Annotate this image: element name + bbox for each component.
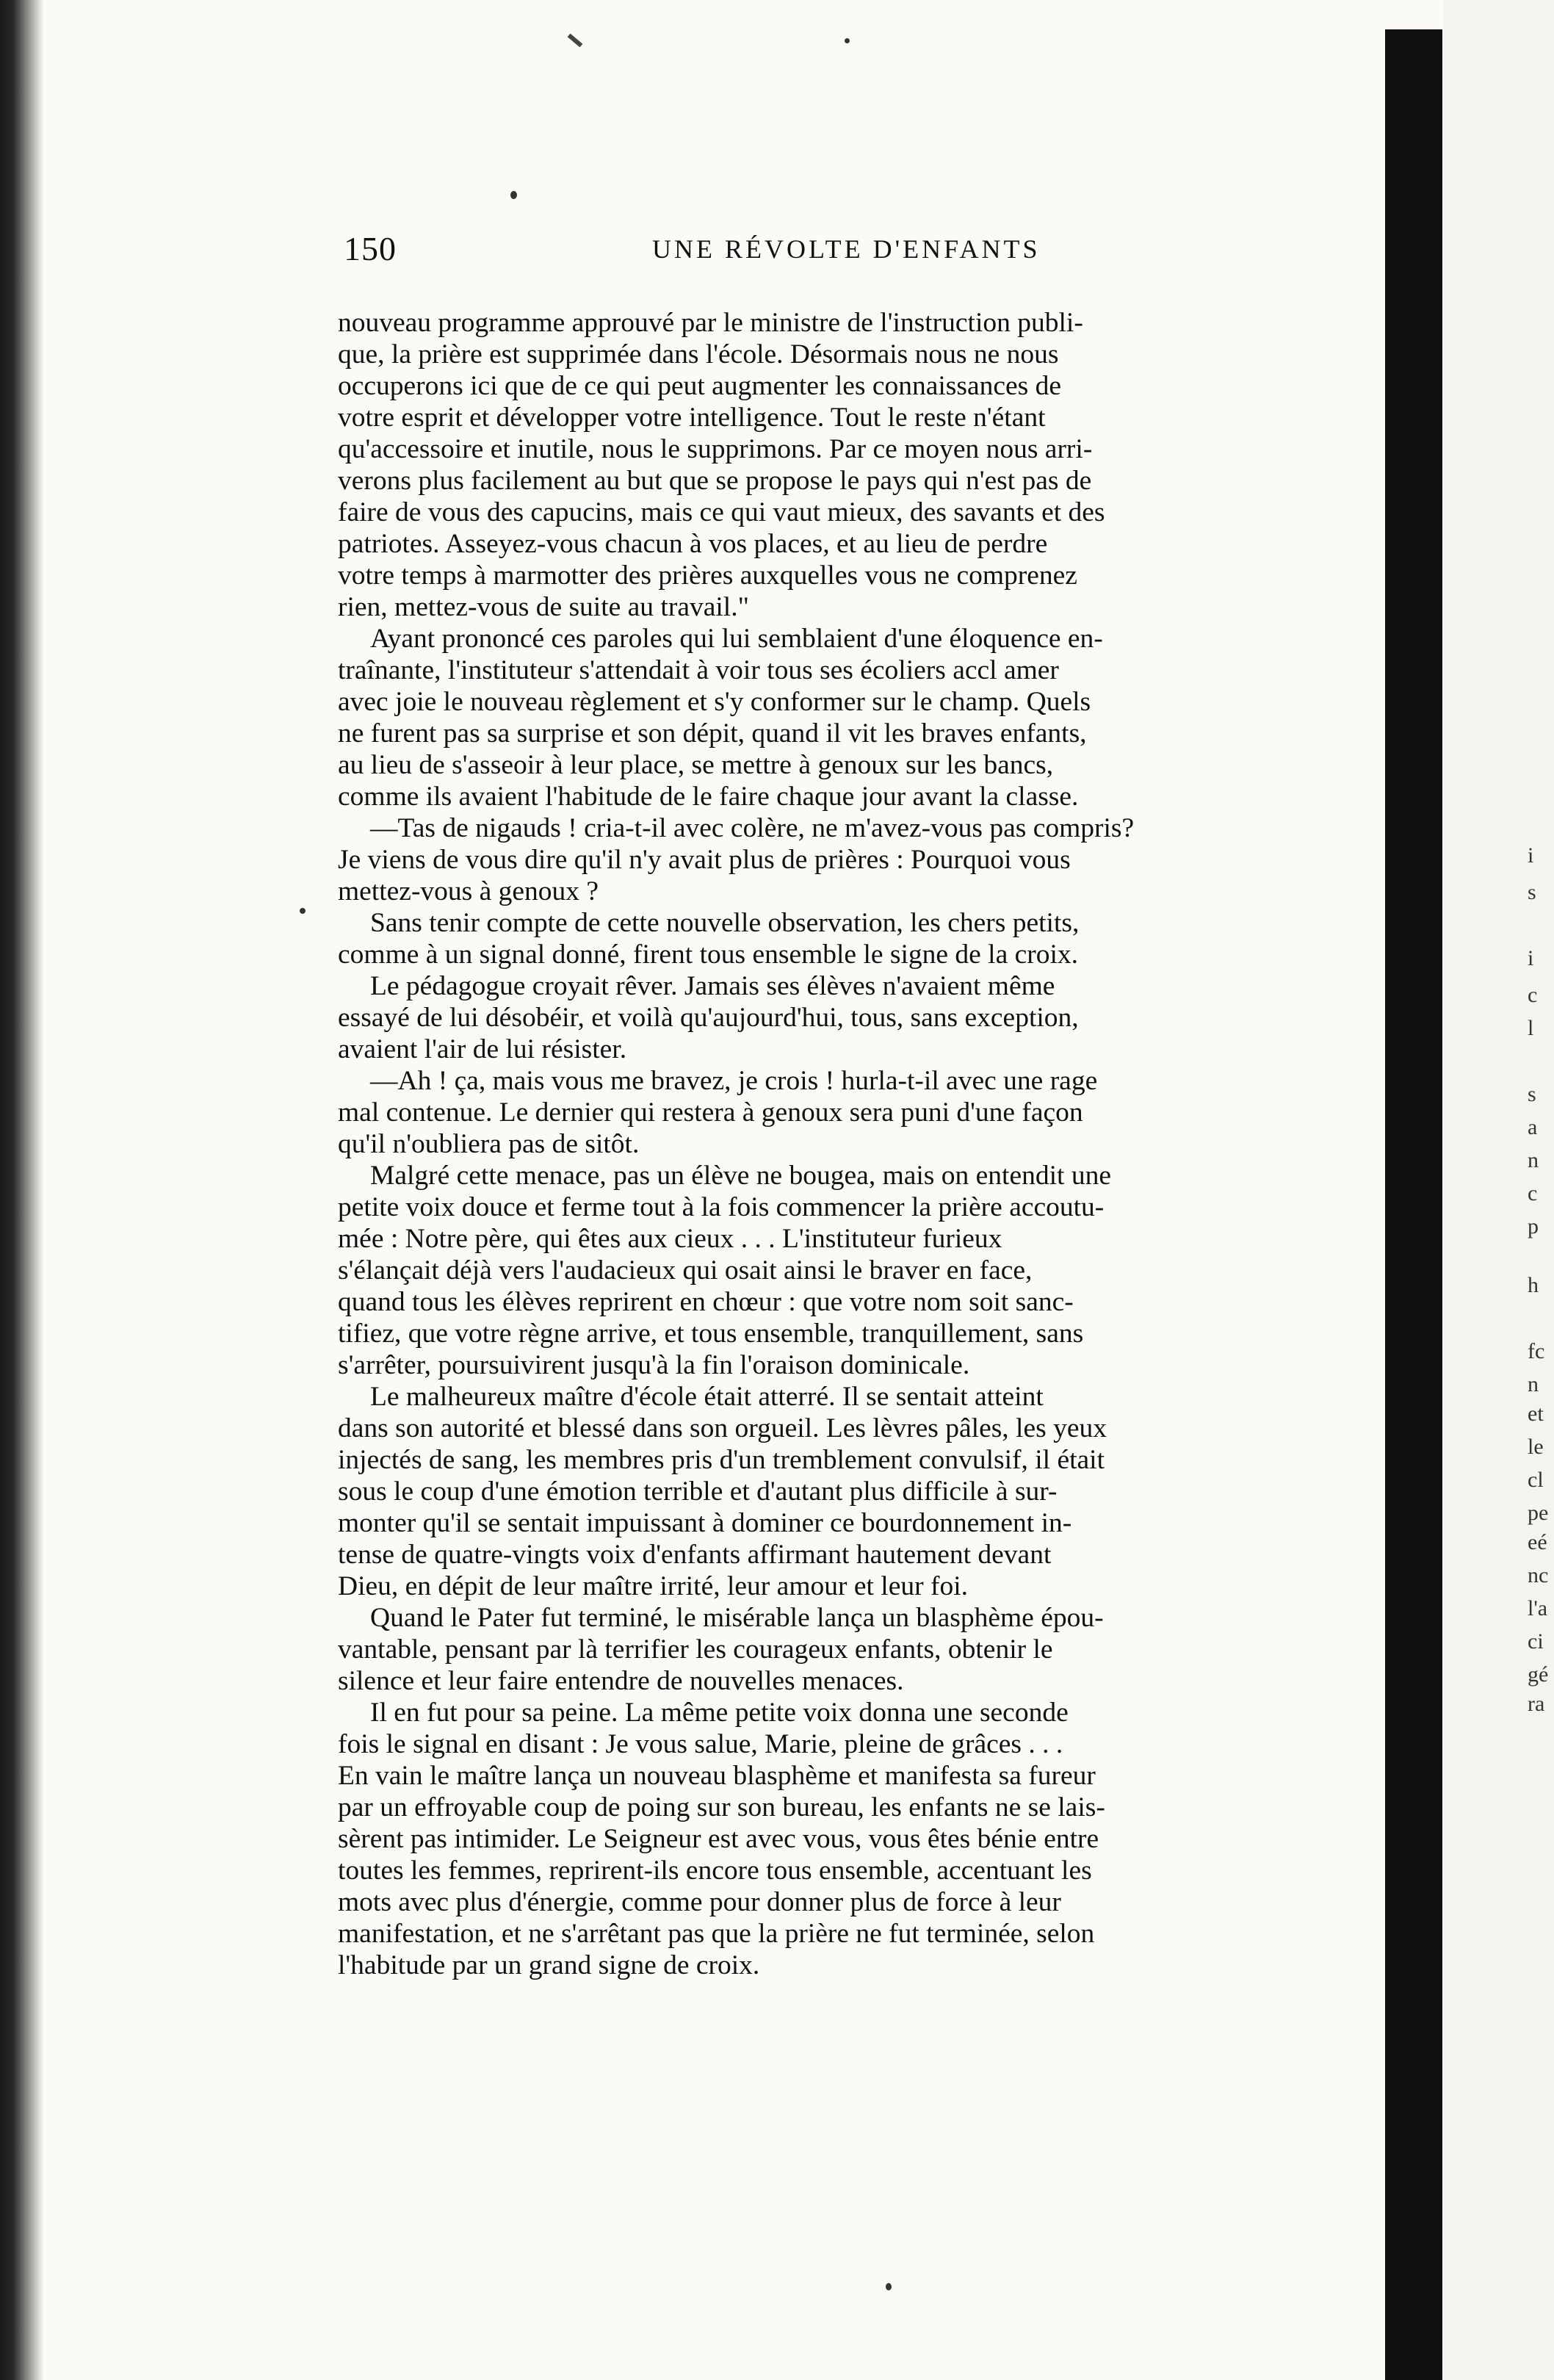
facing-page-letter: nc: [1528, 1563, 1549, 1587]
text-line: Dieu, en dépit de leur maître irrité, leur amour et leur foi.: [338, 1571, 968, 1601]
page-header: [344, 229, 1166, 273]
facing-page-letter: i: [1528, 843, 1534, 868]
text-line: —Tas de nigauds ! cria-t-il avec colère, ne m'avez-vous pas compris?: [370, 813, 1135, 843]
facing-page-letter: i: [1528, 946, 1534, 970]
text-line: silence et leur faire entendre de nouvelles menaces.: [338, 1666, 904, 1696]
page-number: 150: [344, 230, 397, 267]
text-line: verons plus facilement au but que se propose le pays qui n'est pas de: [338, 466, 1092, 496]
text-line: que, la prière est supprimée dans l'école. Désormais nous ne nous: [338, 339, 1059, 369]
text-line: Sans tenir compte de cette nouvelle observation, les chers petits,: [370, 908, 1080, 938]
scan-speck: [300, 908, 306, 914]
text-line: Il en fut pour sa peine. La même petite voix donna une seconde: [370, 1698, 1069, 1728]
text-line: essayé de lui désobéir, et voilà qu'aujourd'hui, tous, sans exception,: [338, 1003, 1079, 1033]
facing-page-letter: c: [1528, 1181, 1538, 1205]
text-line: Ayant prononcé ces paroles qui lui semblaient d'une éloquence en-: [370, 624, 1103, 654]
text-line: monter qu'il se sentait impuissant à dominer ce bourdonnement in-: [338, 1508, 1072, 1538]
scan-speck: [845, 38, 850, 43]
text-line: traînante, l'instituteur s'attendait à voir tous ses écoliers accl amer: [338, 655, 1059, 685]
text-line: ne furent pas sa surprise et son dépit, quand il vit les braves enfants,: [338, 718, 1087, 749]
text-line: tifiez, que votre règne arrive, et tous ensemble, tranquillement, sans: [338, 1319, 1084, 1349]
text-line: mée : Notre père, qui êtes aux cieux . . . L'instituteur furieux: [338, 1224, 1002, 1254]
text-line: vantable, pensant par là terrifier les courageux enfants, obtenir le: [338, 1634, 1053, 1665]
text-line: mots avec plus d'énergie, comme pour donner plus de force à leur: [338, 1887, 1061, 1917]
facing-page-letter: p: [1528, 1214, 1539, 1238]
text-line: Malgré cette menace, pas un élève ne bougea, mais on entendit une: [370, 1161, 1111, 1191]
facing-page-letter: fc: [1528, 1339, 1545, 1363]
text-line: tense de quatre-vingts voix d'enfants affirmant hautement devant: [338, 1540, 1052, 1570]
facing-page-letter: et: [1528, 1402, 1544, 1426]
text-line: Je viens de vous dire qu'il n'y avait plus de prières : Pourquoi vous: [338, 845, 1071, 875]
text-line: qu'accessoire et inutile, nous le supprimons. Par ce moyen nous arri-: [338, 434, 1093, 464]
scan-speck: [886, 2283, 892, 2290]
facing-page-letter: ra: [1528, 1692, 1545, 1716]
text-line: En vain le maître lança un nouveau blasphème et manifesta sa fureur: [338, 1761, 1096, 1791]
text-line: votre temps à marmotter des prières auxquelles vous ne comprenez: [338, 560, 1077, 591]
facing-page-letter: s: [1528, 880, 1536, 904]
facing-page-letter: ci: [1528, 1629, 1544, 1654]
facing-page-letter: cl: [1528, 1468, 1544, 1492]
text-line: votre esprit et développer votre intelligence. Tout le reste n'étant: [338, 403, 1046, 433]
text-line: s'arrêter, poursuivirent jusqu'à la fin l'oraison dominicale.: [338, 1350, 970, 1380]
text-line: sèrent pas intimider. Le Seigneur est avec vous, vous êtes bénie entre: [338, 1824, 1099, 1854]
text-line: injectés de sang, les membres pris d'un tremblement convulsif, il était: [338, 1445, 1105, 1475]
text-line: faire de vous des capucins, mais ce qui vaut mieux, des savants et des: [338, 497, 1105, 527]
text-line: Le pédagogue croyait rêver. Jamais ses élèves n'avaient même: [370, 971, 1055, 1001]
facing-page-letter: n: [1528, 1148, 1539, 1172]
text-line: nouveau programme approuvé par le ministre de l'instruction publi-: [338, 308, 1083, 338]
text-line: comme ils avaient l'habitude de le faire chaque jour avant la classe.: [338, 782, 1079, 812]
facing-page-letter: le: [1528, 1435, 1544, 1459]
text-line: avec joie le nouveau règlement et s'y conformer sur le champ. Quels: [338, 687, 1091, 717]
text-line: s'élançait déjà vers l'audacieux qui osait ainsi le braver en face,: [338, 1255, 1033, 1285]
text-line: quand tous les élèves reprirent en chœur : que votre nom soit sanc-: [338, 1287, 1074, 1317]
text-line: mal contenue. Le dernier qui restera à genoux sera puni d'une façon: [338, 1097, 1083, 1128]
binding-gutter-shadow: [0, 0, 44, 2380]
text-line: toutes les femmes, reprirent-ils encore tous ensemble, accentuant les: [338, 1856, 1092, 1886]
body-text: [338, 307, 1414, 1981]
facing-page-letter: l: [1528, 1016, 1534, 1040]
facing-page-letter: eé: [1528, 1530, 1547, 1554]
scan-speck: [568, 34, 583, 48]
facing-page-letter: pe: [1528, 1501, 1549, 1525]
text-line: fois le signal en disant : Je vous salue, Marie, pleine de grâces . . .: [338, 1729, 1063, 1759]
facing-page-letter: gé: [1528, 1662, 1549, 1687]
text-line: dans son autorité et blessé dans son orgueil. Les lèvres pâles, les yeux: [338, 1413, 1107, 1443]
facing-page-letter: n: [1528, 1372, 1539, 1396]
text-line: —Ah ! ça, mais vous me bravez, je crois ! hurla-t-il avec une rage: [370, 1066, 1098, 1096]
facing-page-letter: s: [1528, 1082, 1536, 1106]
text-line: l'habitude par un grand signe de croix.: [338, 1950, 760, 1980]
text-line: par un effroyable coup de poing sur son bureau, les enfants ne se lais-: [338, 1792, 1105, 1822]
facing-page-letter: h: [1528, 1273, 1539, 1297]
facing-page-letter: l'a: [1528, 1596, 1548, 1620]
scan-speck: [510, 191, 517, 199]
text-line: mettez-vous à genoux ?: [338, 876, 599, 906]
text-line: sous le coup d'une émotion terrible et d'autant plus difficile à sur-: [338, 1476, 1058, 1507]
text-line: comme à un signal donné, firent tous ensemble le signe de la croix.: [338, 940, 1079, 970]
text-line: occuperons ici que de ce qui peut augmenter les connaissances de: [338, 371, 1062, 401]
text-line: patriotes. Asseyez-vous chacun à vos places, et au lieu de perdre: [338, 529, 1048, 559]
text-line: au lieu de s'asseoir à leur place, se mettre à genoux sur les bancs,: [338, 750, 1054, 780]
facing-page-letter: c: [1528, 983, 1538, 1007]
running-title: UNE RÉVOLTE D'ENFANTS: [652, 234, 1041, 264]
text-line: avaient l'air de lui résister.: [338, 1034, 627, 1064]
text-line: Quand le Pater fut terminé, le misérable lança un blasphème épou-: [370, 1603, 1104, 1633]
text-line: Le malheureux maître d'école était atterré. Il se sentait atteint: [370, 1382, 1044, 1412]
facing-page-letter: a: [1528, 1115, 1538, 1139]
text-line: rien, mettez-vous de suite au travail.": [338, 592, 749, 622]
text-line: manifestation, et ne s'arrêtant pas que la prière ne fut terminée, selon: [338, 1919, 1095, 1949]
text-line: petite voix douce et ferme tout à la fois commencer la prière accoutu-: [338, 1192, 1105, 1222]
text-line: qu'il n'oubliera pas de sitôt.: [338, 1129, 640, 1159]
